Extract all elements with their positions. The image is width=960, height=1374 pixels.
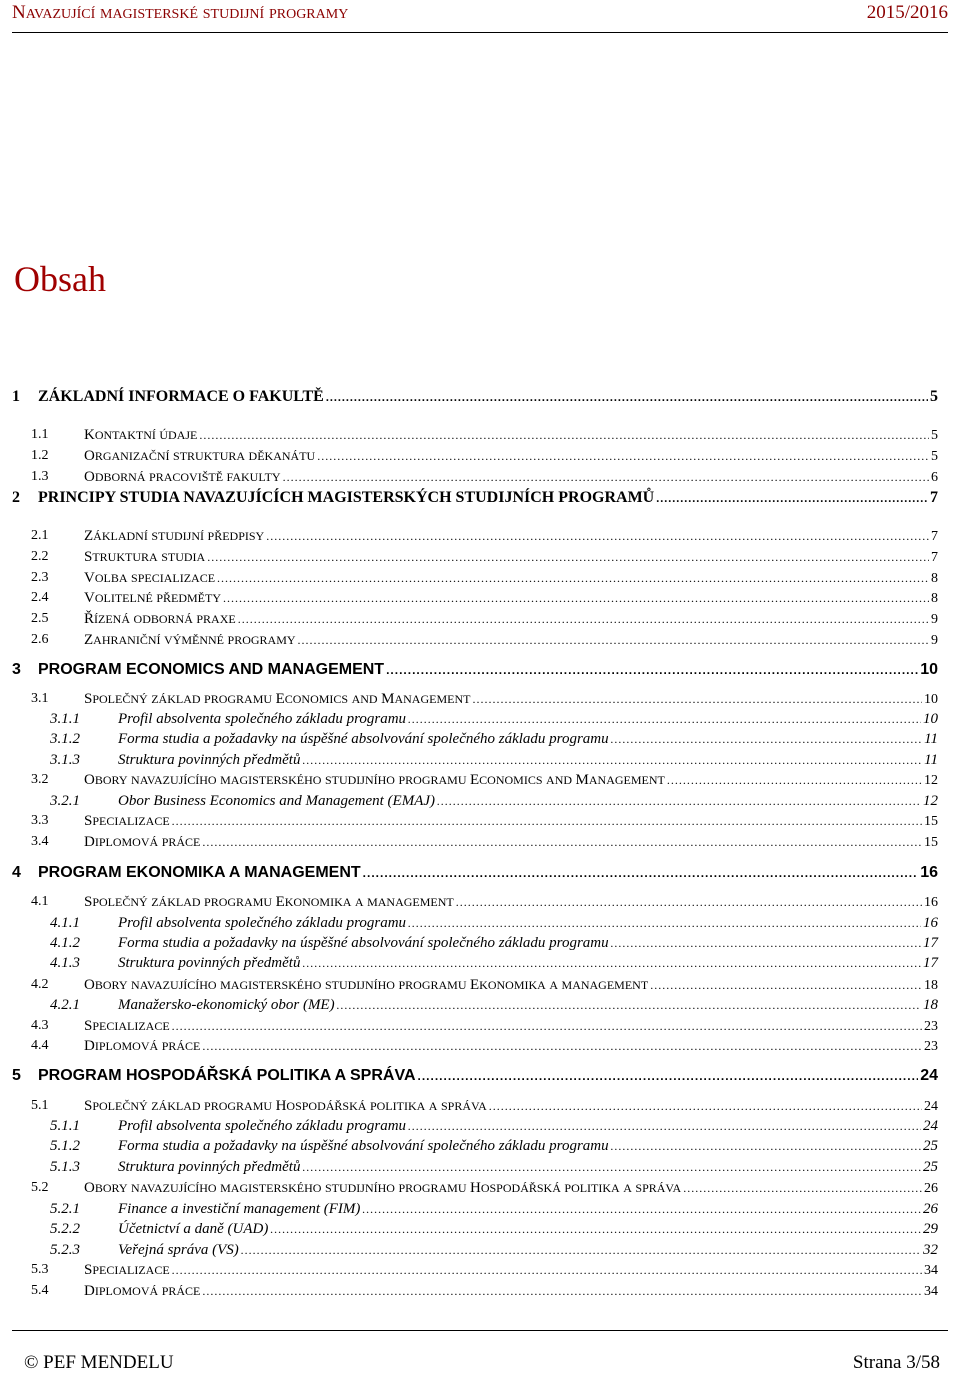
toc-entry-title: DIPLOMOVÁ PRÁCE <box>84 834 201 850</box>
toc-leader-dots <box>667 773 922 788</box>
toc-entry-number: 5.2 <box>31 1180 49 1195</box>
toc-leader-dots <box>207 550 929 565</box>
toc-entry-page: 18 <box>924 978 938 993</box>
toc-entry[interactable] <box>0 388 938 408</box>
toc-entry-title: DIPLOMOVÁ PRÁCE <box>84 1283 201 1299</box>
toc-entry[interactable] <box>0 915 938 935</box>
toc-entry[interactable] <box>0 632 938 652</box>
toc-entry[interactable] <box>0 1067 938 1087</box>
toc-leader-dots <box>611 936 921 951</box>
toc-entry[interactable] <box>0 977 938 997</box>
toc-entry-number: 5.4 <box>31 1283 49 1298</box>
toc-entry-number: 5.2.3 <box>50 1242 80 1258</box>
toc-leader-dots <box>266 529 929 544</box>
toc-entry-title: OBORY NAVAZUJÍCÍHO MAGISTERSKÉHO STUDIJNÍHO PROGRAMU ECONOMICS AND MANAGEMENT <box>84 772 665 788</box>
toc-entry-title: VOLBA SPECIALIZACE <box>84 570 216 586</box>
toc-entry[interactable] <box>0 448 938 468</box>
toc-entry[interactable] <box>0 611 938 631</box>
toc-entry-title: Struktura povinných předmětů <box>118 1159 301 1175</box>
toc-entry[interactable] <box>0 1118 938 1138</box>
toc-entry-page: 16 <box>920 864 938 881</box>
toc-entry[interactable] <box>0 772 938 792</box>
toc-leader-dots <box>302 956 921 971</box>
toc-leader-dots <box>456 895 922 910</box>
toc-leader-dots <box>386 663 918 677</box>
toc-leader-dots <box>326 390 928 405</box>
toc-entry-page: 8 <box>931 571 938 586</box>
toc-entry-title: SPECIALIZACE <box>84 1018 170 1034</box>
toc-entry-page: 26 <box>923 1201 938 1217</box>
toc-leader-dots <box>172 1019 922 1034</box>
toc-leader-dots <box>298 633 929 648</box>
toc-entry-title: Struktura povinných předmětů <box>118 955 301 971</box>
toc-entry[interactable] <box>0 549 938 569</box>
toc-entry-number: 4.1.1 <box>50 915 80 931</box>
toc-entry-page: 6 <box>931 470 938 485</box>
toc-entry[interactable] <box>0 489 938 509</box>
toc-entry-number: 5.2.1 <box>50 1201 80 1217</box>
toc-entry[interactable] <box>0 1221 938 1241</box>
toc-entry-number: 4.1 <box>31 894 49 909</box>
toc-leader-dots <box>650 978 922 993</box>
toc-entry-number: 5.3 <box>31 1262 49 1277</box>
toc-entry-title: ZÁKLADNÍ INFORMACE O FAKULTĚ <box>38 388 324 405</box>
toc-entry-page: 16 <box>923 915 938 931</box>
toc-entry-number: 5.1 <box>31 1098 49 1113</box>
toc-entry-number: 4.2 <box>31 977 49 992</box>
toc-entry[interactable] <box>0 427 938 447</box>
toc-entry[interactable] <box>0 469 938 489</box>
toc-entry-page: 8 <box>931 591 938 606</box>
toc-entry-number: 4.1.3 <box>50 955 80 971</box>
toc-entry-number: 5.1.1 <box>50 1118 80 1134</box>
toc-leader-dots <box>408 1119 921 1134</box>
toc-leader-dots <box>472 692 922 707</box>
toc-entry-page: 23 <box>924 1039 938 1054</box>
toc-entry[interactable] <box>0 590 938 610</box>
toc-entry[interactable] <box>0 1242 938 1262</box>
toc-entry-number: 4.4 <box>31 1038 49 1053</box>
toc-leader-dots <box>199 428 929 443</box>
toc-entry-number: 3 <box>12 661 21 678</box>
toc-leader-dots <box>283 470 929 485</box>
toc-leader-dots <box>302 753 922 768</box>
toc-entry[interactable] <box>0 955 938 975</box>
toc-leader-dots <box>418 1069 919 1083</box>
toc-entry-page: 15 <box>924 835 938 850</box>
toc-entry-title: PRINCIPY STUDIA NAVAZUJÍCÍCH MAGISTERSKÝCH STUDIJNÍCH PROGRAMŮ <box>38 489 655 506</box>
toc-entry-page: 25 <box>923 1159 938 1175</box>
toc-entry-page: 29 <box>923 1221 938 1237</box>
toc-entry[interactable] <box>0 731 938 751</box>
toc-entry-number: 3.1 <box>31 691 49 706</box>
toc-entry-title: Veřejná správa (VS) <box>118 1242 239 1258</box>
toc-entry-number: 4.3 <box>31 1018 49 1033</box>
toc-entry-title: Účetnictví a daně (UAD) <box>118 1221 269 1237</box>
toc-entry[interactable] <box>0 528 938 548</box>
toc-entry-title: DIPLOMOVÁ PRÁCE <box>84 1038 201 1054</box>
toc-entry-page: 24 <box>920 1067 938 1084</box>
toc-entry-number: 1 <box>12 388 20 405</box>
toc-entry[interactable] <box>0 711 938 731</box>
toc-leader-dots <box>656 491 928 506</box>
toc-entry-number: 4.2.1 <box>50 997 80 1013</box>
toc-entry-page: 12 <box>924 773 938 788</box>
toc-entry[interactable] <box>0 1138 938 1158</box>
toc-entry-title: Finance a investiční management (FIM) <box>118 1201 361 1217</box>
toc-leader-dots <box>317 449 929 464</box>
toc-entry-page: 18 <box>923 997 938 1013</box>
toc-entry-page: 24 <box>923 1118 938 1134</box>
toc-entry[interactable] <box>0 691 938 711</box>
toc-entry-title: VOLITELNÉ PŘEDMĚTY <box>84 590 222 606</box>
toc-entry-title: SPOLEČNÝ ZÁKLAD PROGRAMU HOSPODÁŘSKÁ POLITIKA A SPRÁVA <box>84 1098 487 1114</box>
toc-leader-dots <box>408 916 921 931</box>
toc-entry[interactable] <box>0 1159 938 1179</box>
toc-entry-page: 5 <box>930 388 938 405</box>
toc-entry-page: 26 <box>924 1181 938 1196</box>
toc-entry[interactable] <box>0 1038 938 1058</box>
toc-entry-number: 3.2.1 <box>50 793 80 809</box>
toc-entry-number: 3.4 <box>31 834 49 849</box>
toc-entry-page: 5 <box>931 449 938 464</box>
toc-entry-number: 3.1.1 <box>50 711 80 727</box>
toc-entry-title: Profil absolventa společného základu programu <box>118 915 407 931</box>
toc-entry-title: KONTAKTNÍ ÚDAJE <box>84 427 198 443</box>
toc-entry-page: 17 <box>923 935 938 951</box>
toc-entry-title: ORGANIZAČNÍ STRUKTURA DĚKANÁTU <box>84 448 316 464</box>
toc-entry-number: 5 <box>12 1067 21 1084</box>
toc-entry-number: 3.3 <box>31 813 49 828</box>
toc-leader-dots <box>202 1284 922 1299</box>
toc-entry-page: 7 <box>931 550 938 565</box>
toc-entry[interactable] <box>0 661 938 681</box>
toc-entry[interactable] <box>0 894 938 914</box>
footer-divider <box>12 1330 948 1331</box>
toc-entry-title: OBORY NAVAZUJÍCÍHO MAGISTERSKÉHO STUDIJNÍHO PROGRAMU EKONOMIKA A MANAGEMENT <box>84 977 649 993</box>
header-year: 2015/2016 <box>866 2 948 23</box>
toc-entry-title: Forma studia a požadavky na úspěšné absolvování společného základu programu <box>118 731 609 747</box>
toc-leader-dots <box>238 612 929 627</box>
footer-copyright: © PEF MENDELU <box>24 1352 174 1373</box>
toc-entry-title: Struktura povinných předmětů <box>118 752 301 768</box>
toc-entry-page: 7 <box>931 529 938 544</box>
toc-entry-number: 4.1.2 <box>50 935 80 951</box>
toc-entry-number: 3.1.2 <box>50 731 80 747</box>
toc-entry-page: 17 <box>923 955 938 971</box>
toc-entry[interactable] <box>0 1201 938 1221</box>
toc-leader-dots <box>489 1099 922 1114</box>
toc-leader-dots <box>172 1263 922 1278</box>
toc-leader-dots <box>172 814 922 829</box>
toc-entry-title: ZAHRANIČNÍ VÝMĚNNÉ PROGRAMY <box>84 632 296 648</box>
toc-entry-page: 15 <box>924 814 938 829</box>
toc-entry-title: SPOLEČNÝ ZÁKLAD PROGRAMU EKONOMIKA A MANAGEMENT <box>84 894 454 910</box>
toc-entry[interactable] <box>0 752 938 772</box>
toc-entry-title: PROGRAM HOSPODÁŘSKÁ POLITIKA A SPRÁVA <box>38 1067 416 1084</box>
toc-leader-dots <box>437 794 921 809</box>
toc-entry-title: Obor Business Economics and Management (EMAJ) <box>118 793 436 809</box>
toc-entry-number: 2.6 <box>31 632 49 647</box>
toc-leader-dots <box>202 1039 922 1054</box>
toc-entry-number: 3.2 <box>31 772 49 787</box>
toc-entry-page: 12 <box>923 793 938 809</box>
toc-entry-number: 5.1.3 <box>50 1159 80 1175</box>
toc-entry-page: 11 <box>924 752 938 768</box>
toc-leader-dots <box>241 1243 921 1258</box>
toc-leader-dots <box>223 591 929 606</box>
toc-entry[interactable] <box>0 935 938 955</box>
toc-entry-title: ODBORNÁ PRACOVIŠTĚ FAKULTY <box>84 469 281 485</box>
toc-entry-page: 7 <box>930 489 938 506</box>
toc-entry-page: 24 <box>924 1099 938 1114</box>
toc-entry[interactable] <box>0 864 938 884</box>
toc-leader-dots <box>217 571 929 586</box>
toc-entry[interactable] <box>0 1098 938 1118</box>
toc-entry-page: 25 <box>923 1138 938 1154</box>
toc-leader-dots <box>363 866 919 880</box>
toc-entry[interactable] <box>0 1180 938 1200</box>
footer-page-number: Strana 3/58 <box>852 1352 940 1373</box>
toc-entry-number: 2.1 <box>31 528 49 543</box>
toc-leader-dots <box>611 1139 921 1154</box>
toc-entry-page: 9 <box>931 633 938 648</box>
toc-entry-number: 2.4 <box>31 590 49 605</box>
toc-entry-title: SPOLEČNÝ ZÁKLAD PROGRAMU ECONOMICS AND MANAGEMENT <box>84 691 471 707</box>
toc-entry-number: 3.1.3 <box>50 752 80 768</box>
toc-entry[interactable] <box>0 834 938 854</box>
toc-entry-title: ZÁKLADNÍ STUDIJNÍ PŘEDPISY <box>84 528 265 544</box>
toc-entry-number: 1.1 <box>31 427 49 442</box>
toc-leader-dots <box>362 1202 921 1217</box>
toc-entry[interactable] <box>0 570 938 590</box>
toc-leader-dots <box>683 1181 922 1196</box>
toc-entry-number: 2.3 <box>31 570 49 585</box>
toc-leader-dots <box>337 998 921 1013</box>
toc-entry-title: Manažersko-ekonomický obor (ME) <box>118 997 335 1013</box>
toc-entry-title: SPECIALIZACE <box>84 813 170 829</box>
toc-entry-title: Profil absolventa společného základu programu <box>118 1118 407 1134</box>
toc-entry-title: Profil absolventa společného základu programu <box>118 711 407 727</box>
toc-entry-number: 5.2.2 <box>50 1221 80 1237</box>
toc-entry-page: 9 <box>931 612 938 627</box>
toc-entry-page: 34 <box>924 1263 938 1278</box>
toc-entry-number: 2 <box>12 489 20 506</box>
toc-entry-number: 2.2 <box>31 549 49 564</box>
toc-entry-number: 1.2 <box>31 448 49 463</box>
page-title: Obsah <box>14 259 106 299</box>
toc-entry-title: SPECIALIZACE <box>84 1262 170 1278</box>
toc-entry-number: 1.3 <box>31 469 49 484</box>
toc-entry-page: 10 <box>924 692 938 707</box>
toc-entry-page: 11 <box>924 731 938 747</box>
toc-entry-title: STRUKTURA STUDIA <box>84 549 206 565</box>
toc-entry-page: 16 <box>924 895 938 910</box>
toc-leader-dots <box>302 1160 921 1175</box>
toc-leader-dots <box>270 1222 921 1237</box>
toc-entry[interactable] <box>0 1018 938 1038</box>
toc-entry-title: Forma studia a požadavky na úspěšné absolvování společného základu programu <box>118 1138 609 1154</box>
toc-entry[interactable] <box>0 1283 938 1303</box>
toc-entry-number: 2.5 <box>31 611 49 626</box>
toc-entry-number: 4 <box>12 864 21 881</box>
toc-entry-title: PROGRAM ECONOMICS AND MANAGEMENT <box>38 661 385 678</box>
toc-entry-number: 5.1.2 <box>50 1138 80 1154</box>
toc-entry-page: 32 <box>923 1242 938 1258</box>
header-title: NAVAZUJÍCÍ MAGISTERSKÉ STUDIJNÍ PROGRAMY <box>12 2 349 23</box>
toc-entry-title: Forma studia a požadavky na úspěšné absolvování společného základu programu <box>118 935 609 951</box>
toc-entry[interactable] <box>0 813 938 833</box>
toc-entry-title: OBORY NAVAZUJÍCÍHO MAGISTERSKÉHO STUDIJNÍHO PROGRAMU HOSPODÁŘSKÁ POLITIKA A SPRÁVA <box>84 1180 682 1196</box>
toc-entry-title: PROGRAM EKONOMIKA A MANAGEMENT <box>38 864 361 881</box>
toc-leader-dots <box>408 712 921 727</box>
toc-entry-page: 5 <box>931 428 938 443</box>
toc-entry-title: ŘÍZENÁ ODBORNÁ PRAXE <box>84 611 236 627</box>
toc-entry[interactable] <box>0 997 938 1017</box>
toc-entry-page: 23 <box>924 1019 938 1034</box>
toc-leader-dots <box>611 732 922 747</box>
toc-entry-page: 10 <box>920 661 938 678</box>
toc-entry-page: 34 <box>924 1284 938 1299</box>
toc-entry-page: 10 <box>923 711 938 727</box>
toc-entry[interactable] <box>0 793 938 813</box>
toc-entry[interactable] <box>0 1262 938 1282</box>
toc-leader-dots <box>202 835 922 850</box>
